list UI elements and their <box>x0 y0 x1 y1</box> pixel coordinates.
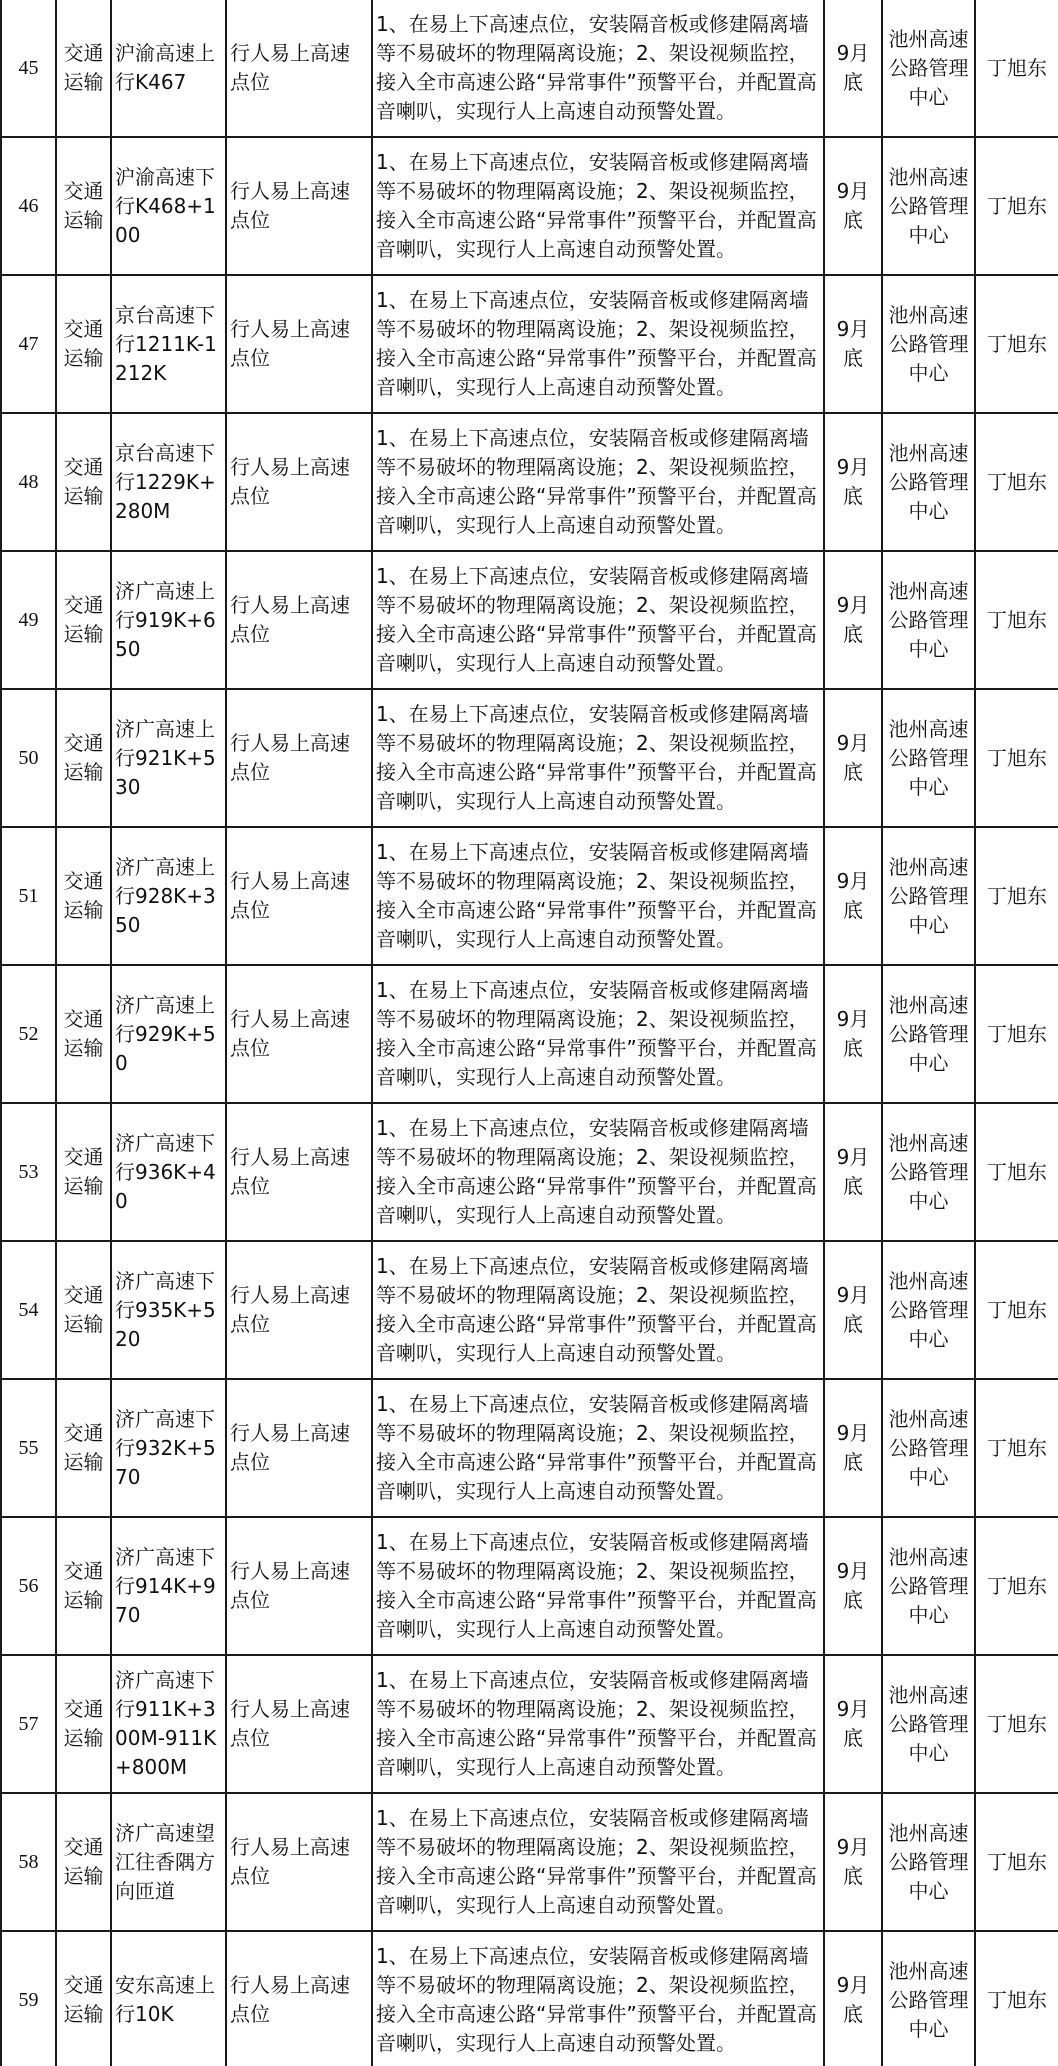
table-row <box>1 1379 1058 1517</box>
responsible-person-cell: 丁旭东 <box>975 1655 1058 1793</box>
deadline-cell: 9月底 <box>824 551 882 689</box>
deadline-cell: 9月底 <box>824 1517 882 1655</box>
category-cell: 交通运输 <box>56 275 111 413</box>
row-number-cell: 52 <box>1 965 56 1103</box>
responsible-unit-cell: 池州高速公路管理中心 <box>882 827 975 965</box>
rectification-measure-cell: 1、在易上下高速点位，安装隔音板或修建隔离墙等不易破坏的物理隔离设施；2、架设视频监控，接入全市高速公路“异常事件”预警平台，并配置高音喇叭，实现行人上高速自动预警处置。 <box>372 1241 824 1379</box>
responsible-person-cell: 丁旭东 <box>975 689 1058 827</box>
deadline-cell: 9月底 <box>824 1931 882 2066</box>
category-cell: 交通运输 <box>56 137 111 275</box>
table-row <box>1 965 1058 1103</box>
location-cell: 济广高速下行935K+520 <box>111 1241 226 1379</box>
row-number-cell: 45 <box>1 0 56 137</box>
category-cell: 交通运输 <box>56 551 111 689</box>
responsible-unit-cell: 池州高速公路管理中心 <box>882 1103 975 1241</box>
responsible-person-cell: 丁旭东 <box>975 275 1058 413</box>
row-number-cell: 55 <box>1 1379 56 1517</box>
responsible-person-cell: 丁旭东 <box>975 827 1058 965</box>
row-number-cell: 57 <box>1 1655 56 1793</box>
row-number-cell: 49 <box>1 551 56 689</box>
location-cell: 沪渝高速上行K467 <box>111 0 226 137</box>
category-cell: 交通运输 <box>56 1517 111 1655</box>
rectification-measure-cell: 1、在易上下高速点位，安装隔音板或修建隔离墙等不易破坏的物理隔离设施；2、架设视频监控，接入全市高速公路“异常事件”预警平台，并配置高音喇叭，实现行人上高速自动预警处置。 <box>372 965 824 1103</box>
responsible-person-cell: 丁旭东 <box>975 551 1058 689</box>
table-row <box>1 1241 1058 1379</box>
row-number-cell: 50 <box>1 689 56 827</box>
responsible-unit-cell: 池州高速公路管理中心 <box>882 551 975 689</box>
responsible-unit-cell: 池州高速公路管理中心 <box>882 1655 975 1793</box>
table-row <box>1 1517 1058 1655</box>
risk-description-cell: 行人易上高速点位 <box>226 413 372 551</box>
table-row <box>1 1931 1058 2066</box>
location-cell: 济广高速望江往香隅方向匝道 <box>111 1793 226 1931</box>
responsible-person-cell: 丁旭东 <box>975 413 1058 551</box>
category-cell: 交通运输 <box>56 965 111 1103</box>
responsible-person-cell: 丁旭东 <box>975 1517 1058 1655</box>
table-row <box>1 689 1058 827</box>
table-row <box>1 827 1058 965</box>
deadline-cell: 9月底 <box>824 275 882 413</box>
responsible-person-cell: 丁旭东 <box>975 1103 1058 1241</box>
location-cell: 济广高速上行928K+350 <box>111 827 226 965</box>
location-cell: 沪渝高速下行K468+100 <box>111 137 226 275</box>
responsible-person-cell: 丁旭东 <box>975 137 1058 275</box>
responsible-unit-cell: 池州高速公路管理中心 <box>882 1241 975 1379</box>
location-cell: 济广高速上行929K+50 <box>111 965 226 1103</box>
rectification-measure-cell: 1、在易上下高速点位，安装隔音板或修建隔离墙等不易破坏的物理隔离设施；2、架设视频监控，接入全市高速公路“异常事件”预警平台，并配置高音喇叭，实现行人上高速自动预警处置。 <box>372 137 824 275</box>
row-number-cell: 46 <box>1 137 56 275</box>
rectification-measure-cell: 1、在易上下高速点位，安装隔音板或修建隔离墙等不易破坏的物理隔离设施；2、架设视频监控，接入全市高速公路“异常事件”预警平台，并配置高音喇叭，实现行人上高速自动预警处置。 <box>372 1379 824 1517</box>
table-row <box>1 137 1058 275</box>
location-cell: 济广高速下行911K+300M-911K+800M <box>111 1655 226 1793</box>
category-cell: 交通运输 <box>56 1103 111 1241</box>
rectification-measure-cell: 1、在易上下高速点位，安装隔音板或修建隔离墙等不易破坏的物理隔离设施；2、架设视频监控，接入全市高速公路“异常事件”预警平台，并配置高音喇叭，实现行人上高速自动预警处置。 <box>372 1103 824 1241</box>
table-row <box>1 1793 1058 1931</box>
category-cell: 交通运输 <box>56 689 111 827</box>
deadline-cell: 9月底 <box>824 0 882 137</box>
category-cell: 交通运输 <box>56 1241 111 1379</box>
row-number-cell: 51 <box>1 827 56 965</box>
rectification-measure-cell: 1、在易上下高速点位，安装隔音板或修建隔离墙等不易破坏的物理隔离设施；2、架设视频监控，接入全市高速公路“异常事件”预警平台，并配置高音喇叭，实现行人上高速自动预警处置。 <box>372 1655 824 1793</box>
row-number-cell: 54 <box>1 1241 56 1379</box>
table-row <box>1 1655 1058 1793</box>
location-cell: 济广高速下行914K+970 <box>111 1517 226 1655</box>
location-cell: 济广高速下行936K+40 <box>111 1103 226 1241</box>
row-number-cell: 47 <box>1 275 56 413</box>
category-cell: 交通运输 <box>56 1655 111 1793</box>
responsible-person-cell: 丁旭东 <box>975 1241 1058 1379</box>
risk-description-cell: 行人易上高速点位 <box>226 275 372 413</box>
deadline-cell: 9月底 <box>824 137 882 275</box>
risk-description-cell: 行人易上高速点位 <box>226 137 372 275</box>
deadline-cell: 9月底 <box>824 1655 882 1793</box>
risk-description-cell: 行人易上高速点位 <box>226 1793 372 1931</box>
table-row <box>1 413 1058 551</box>
location-cell: 济广高速上行921K+530 <box>111 689 226 827</box>
location-cell: 安东高速上行10K <box>111 1931 226 2066</box>
deadline-cell: 9月底 <box>824 965 882 1103</box>
category-cell: 交通运输 <box>56 0 111 137</box>
location-cell: 京台高速下行1229K+280M <box>111 413 226 551</box>
row-number-cell: 53 <box>1 1103 56 1241</box>
risk-description-cell: 行人易上高速点位 <box>226 827 372 965</box>
responsible-person-cell: 丁旭东 <box>975 0 1058 137</box>
rectification-measure-cell: 1、在易上下高速点位，安装隔音板或修建隔离墙等不易破坏的物理隔离设施；2、架设视频监控，接入全市高速公路“异常事件”预警平台，并配置高音喇叭，实现行人上高速自动预警处置。 <box>372 551 824 689</box>
risk-description-cell: 行人易上高速点位 <box>226 965 372 1103</box>
deadline-cell: 9月底 <box>824 1103 882 1241</box>
row-number-cell: 58 <box>1 1793 56 1931</box>
responsible-unit-cell: 池州高速公路管理中心 <box>882 965 975 1103</box>
category-cell: 交通运输 <box>56 1793 111 1931</box>
responsible-person-cell: 丁旭东 <box>975 965 1058 1103</box>
responsible-person-cell: 丁旭东 <box>975 1793 1058 1931</box>
row-number-cell: 48 <box>1 413 56 551</box>
risk-description-cell: 行人易上高速点位 <box>226 0 372 137</box>
deadline-cell: 9月底 <box>824 1241 882 1379</box>
responsible-unit-cell: 池州高速公路管理中心 <box>882 689 975 827</box>
responsible-unit-cell: 池州高速公路管理中心 <box>882 275 975 413</box>
deadline-cell: 9月底 <box>824 1793 882 1931</box>
responsible-unit-cell: 池州高速公路管理中心 <box>882 0 975 137</box>
risk-description-cell: 行人易上高速点位 <box>226 1103 372 1241</box>
responsible-unit-cell: 池州高速公路管理中心 <box>882 137 975 275</box>
responsible-unit-cell: 池州高速公路管理中心 <box>882 1517 975 1655</box>
deadline-cell: 9月底 <box>824 689 882 827</box>
responsible-unit-cell: 池州高速公路管理中心 <box>882 1793 975 1931</box>
rectification-measure-cell: 1、在易上下高速点位，安装隔音板或修建隔离墙等不易破坏的物理隔离设施；2、架设视频监控，接入全市高速公路“异常事件”预警平台，并配置高音喇叭，实现行人上高速自动预警处置。 <box>372 827 824 965</box>
risk-description-cell: 行人易上高速点位 <box>226 1379 372 1517</box>
responsible-person-cell: 丁旭东 <box>975 1379 1058 1517</box>
location-cell: 京台高速下行1211K-1212K <box>111 275 226 413</box>
rectification-measure-cell: 1、在易上下高速点位，安装隔音板或修建隔离墙等不易破坏的物理隔离设施；2、架设视频监控，接入全市高速公路“异常事件”预警平台，并配置高音喇叭，实现行人上高速自动预警处置。 <box>372 1517 824 1655</box>
row-number-cell: 56 <box>1 1517 56 1655</box>
table-body <box>1 0 1058 2066</box>
deadline-cell: 9月底 <box>824 1379 882 1517</box>
rectification-measure-cell: 1、在易上下高速点位，安装隔音板或修建隔离墙等不易破坏的物理隔离设施；2、架设视频监控，接入全市高速公路“异常事件”预警平台，并配置高音喇叭，实现行人上高速自动预警处置。 <box>372 275 824 413</box>
responsible-person-cell: 丁旭东 <box>975 1931 1058 2066</box>
risk-description-cell: 行人易上高速点位 <box>226 1931 372 2066</box>
table-row <box>1 275 1058 413</box>
rectification-measure-cell: 1、在易上下高速点位，安装隔音板或修建隔离墙等不易破坏的物理隔离设施；2、架设视频监控，接入全市高速公路“异常事件”预警平台，并配置高音喇叭，实现行人上高速自动预警处置。 <box>372 413 824 551</box>
location-cell: 济广高速上行919K+650 <box>111 551 226 689</box>
rectification-measure-cell: 1、在易上下高速点位，安装隔音板或修建隔离墙等不易破坏的物理隔离设施；2、架设视频监控，接入全市高速公路“异常事件”预警平台，并配置高音喇叭，实现行人上高速自动预警处置。 <box>372 1931 824 2066</box>
category-cell: 交通运输 <box>56 413 111 551</box>
responsible-unit-cell: 池州高速公路管理中心 <box>882 413 975 551</box>
category-cell: 交通运输 <box>56 1379 111 1517</box>
rectification-measure-cell: 1、在易上下高速点位，安装隔音板或修建隔离墙等不易破坏的物理隔离设施；2、架设视频监控，接入全市高速公路“异常事件”预警平台，并配置高音喇叭，实现行人上高速自动预警处置。 <box>372 0 824 137</box>
responsible-unit-cell: 池州高速公路管理中心 <box>882 1379 975 1517</box>
rectification-measure-cell: 1、在易上下高速点位，安装隔音板或修建隔离墙等不易破坏的物理隔离设施；2、架设视频监控，接入全市高速公路“异常事件”预警平台，并配置高音喇叭，实现行人上高速自动预警处置。 <box>372 689 824 827</box>
category-cell: 交通运输 <box>56 827 111 965</box>
deadline-cell: 9月底 <box>824 827 882 965</box>
risk-description-cell: 行人易上高速点位 <box>226 1517 372 1655</box>
risk-description-cell: 行人易上高速点位 <box>226 551 372 689</box>
location-cell: 济广高速下行932K+570 <box>111 1379 226 1517</box>
category-cell: 交通运输 <box>56 1931 111 2066</box>
table-row <box>1 1103 1058 1241</box>
risk-description-cell: 行人易上高速点位 <box>226 689 372 827</box>
row-number-cell: 59 <box>1 1931 56 2066</box>
deadline-cell: 9月底 <box>824 413 882 551</box>
risk-description-cell: 行人易上高速点位 <box>226 1655 372 1793</box>
table-row <box>1 0 1058 137</box>
risk-description-cell: 行人易上高速点位 <box>226 1241 372 1379</box>
rectification-measure-cell: 1、在易上下高速点位，安装隔音板或修建隔离墙等不易破坏的物理隔离设施；2、架设视频监控，接入全市高速公路“异常事件”预警平台，并配置高音喇叭，实现行人上高速自动预警处置。 <box>372 1793 824 1931</box>
responsible-unit-cell: 池州高速公路管理中心 <box>882 1931 975 2066</box>
table-row <box>1 551 1058 689</box>
